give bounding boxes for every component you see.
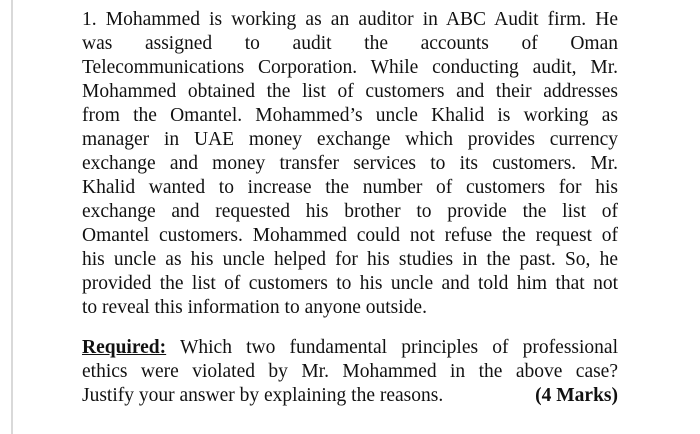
- question-line-7: exchange and money transfer services to its customers. Mr.: [82, 153, 618, 174]
- question-line-8: Khalid wanted to increase the number of customers for his: [82, 177, 618, 198]
- paragraph-gap: [82, 320, 618, 336]
- marks-label: (4 Marks): [535, 385, 618, 406]
- required-line-1-text: Which two fundamental principles of professional: [166, 337, 618, 358]
- question-line-4: Mohammed obtained the list of customers and their addresses: [82, 81, 618, 102]
- required-line-3: [82, 384, 618, 408]
- question-line-11: his uncle as his uncle helped for his studies in the past. So, he: [82, 249, 618, 270]
- question-line-13: to reveal this information to anyone outside.: [82, 297, 427, 318]
- question-line-12: provided the list of customers to his uncle and told him that not: [82, 273, 618, 294]
- question-line-6: manager in UAE money exchange which provides currency: [82, 129, 618, 150]
- required-line-3-text: Justify your answer by explaining the reasons.: [82, 385, 444, 406]
- question-line-2: was assigned to audit the accounts of Oman: [82, 33, 618, 54]
- question-line-1: 1. Mohammed is working as an auditor in ABC Audit firm. He: [82, 9, 618, 30]
- question-line-3: Telecommunications Corporation. While conducting audit, Mr.: [82, 57, 618, 78]
- question-line-9: exchange and requested his brother to provide the list of: [82, 201, 618, 222]
- required-line-1: [82, 336, 618, 360]
- required-line-2: ethics were violated by Mr. Mohammed in the above case?: [82, 361, 618, 382]
- question-line-5: from the Omantel. Mohammed’s uncle Khalid is working as: [82, 105, 618, 126]
- required-label: Required:: [82, 337, 167, 358]
- question-document: [82, 8, 618, 408]
- page-edge-divider: [11, 0, 13, 434]
- question-line-10: Omantel customers. Mohammed could not refuse the request of: [82, 225, 618, 246]
